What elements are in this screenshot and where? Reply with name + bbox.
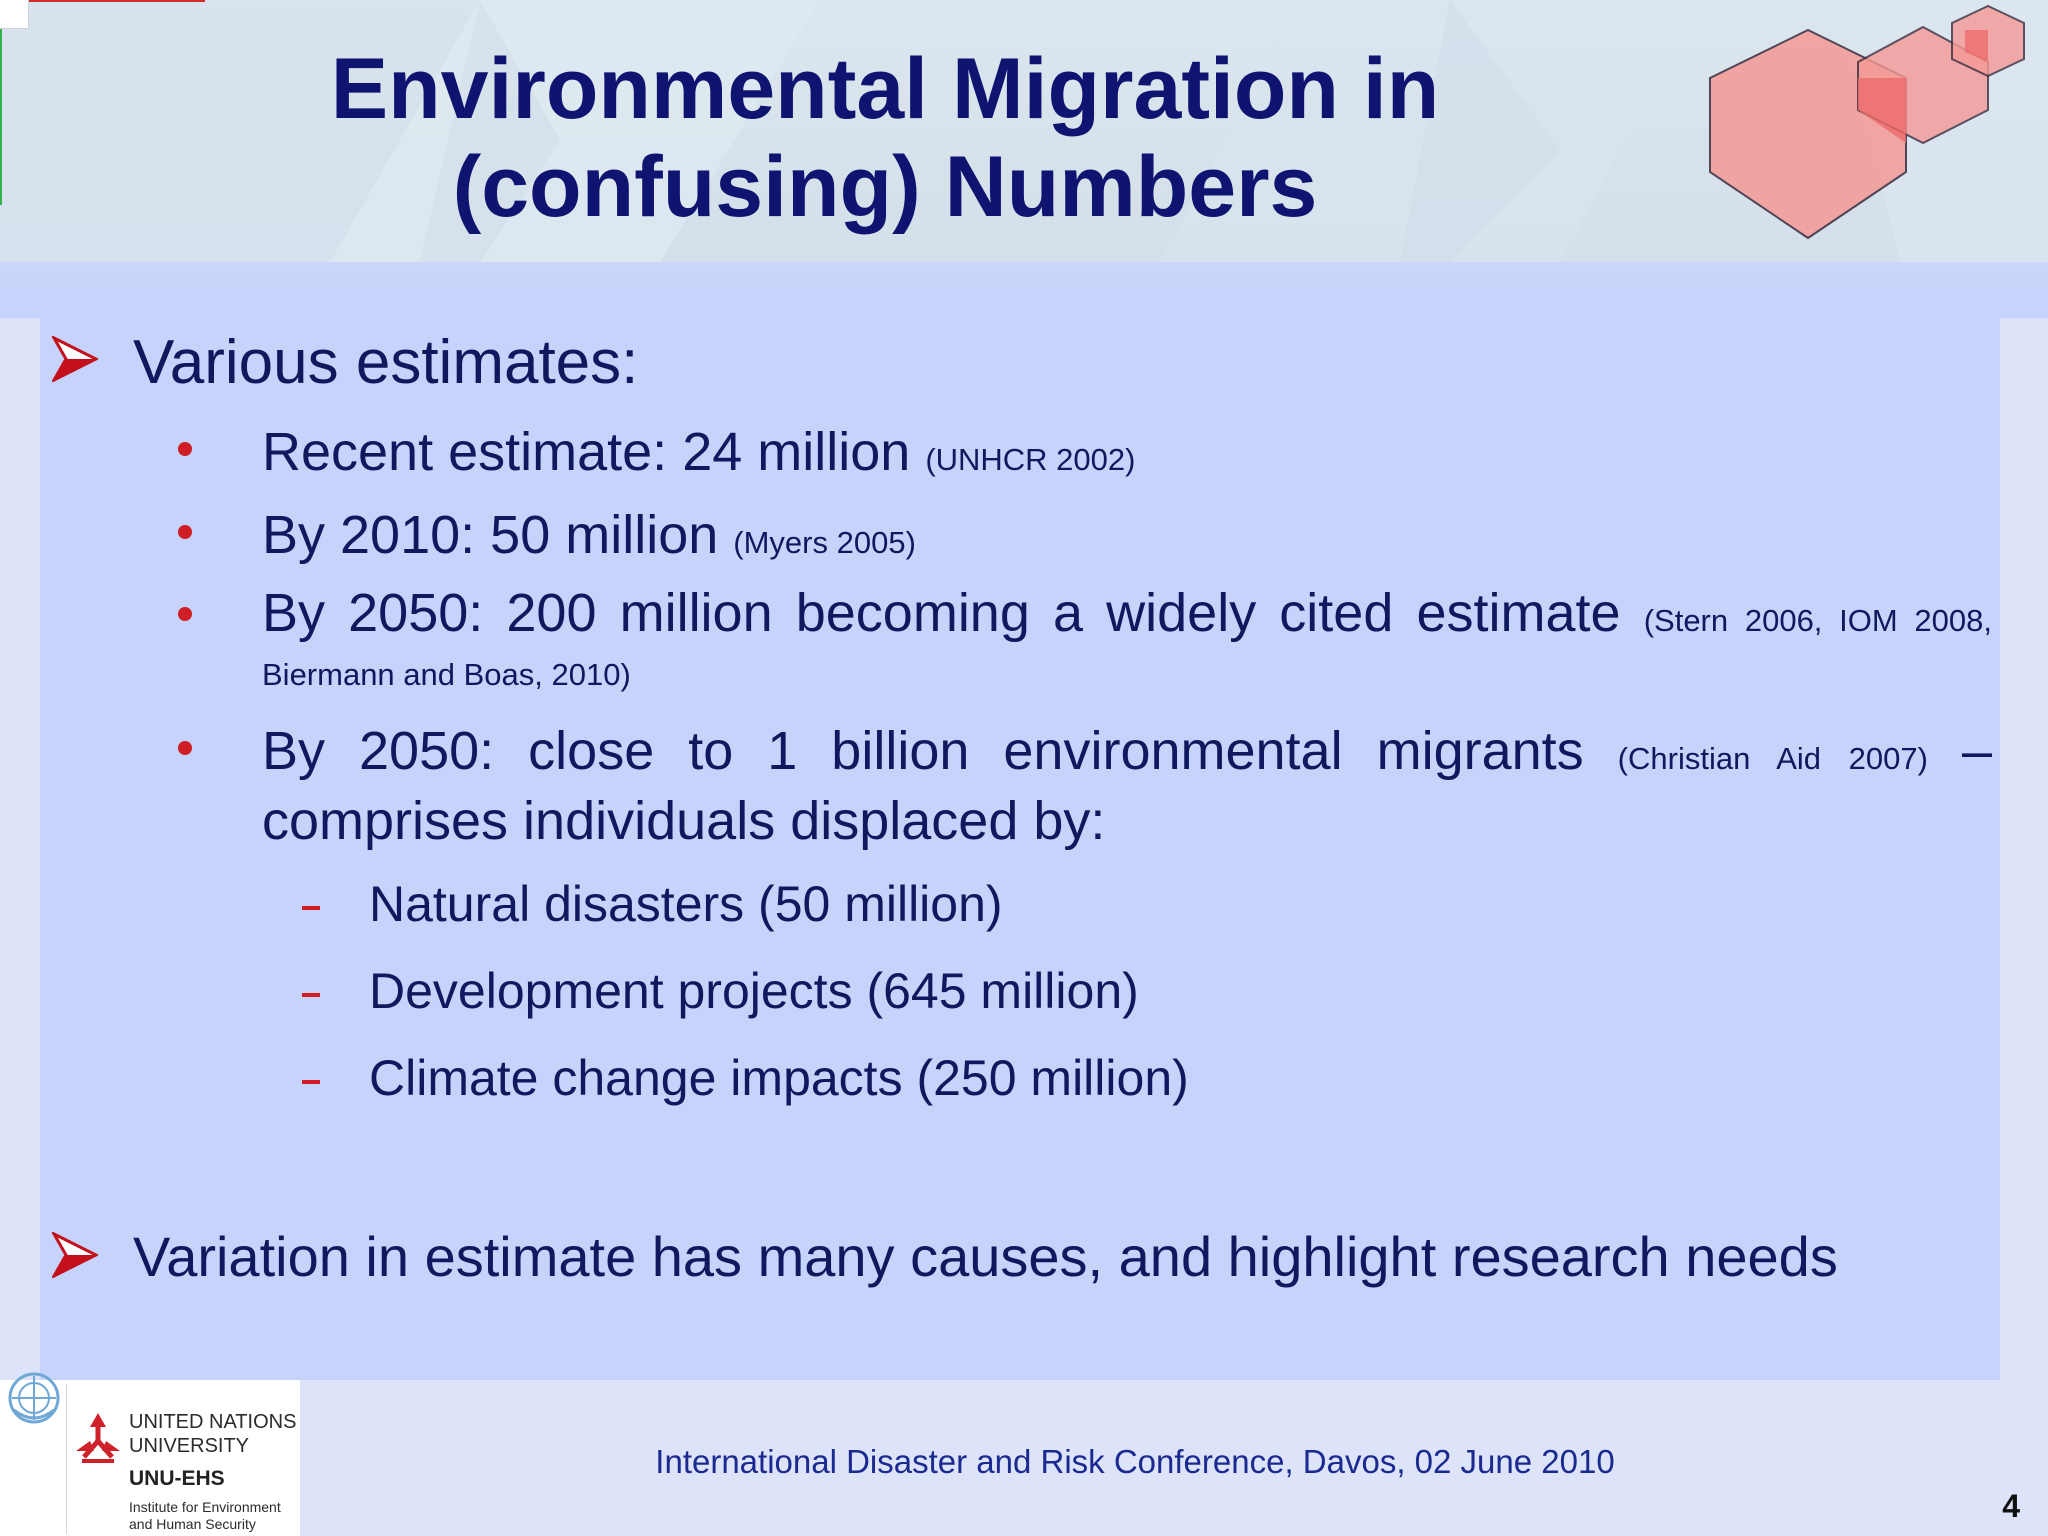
unu-name-line-1: UNITED NATIONS [129, 1411, 297, 1433]
estimate-text: Recent estimate: 24 million [262, 422, 911, 482]
estimate-citation: (UNHCR 2002) [925, 442, 1136, 477]
various-estimates-heading: Various estimates: [133, 328, 639, 397]
title-line-1: Environmental Migration in [330, 41, 1440, 137]
sub-list-item: Natural disasters (50 million) [369, 876, 1003, 932]
conference-footer: International Disaster and Risk Conference, Davos, 02 June 2010 [655, 1443, 1615, 1480]
unu-institute-line-1: Institute for Environment [129, 1499, 281, 1515]
un-emblem-icon [6, 1370, 62, 1426]
estimate-citation: (Myers 2005) [733, 525, 916, 560]
variation-statement: Variation in estimate has many causes, and highlight research needs [133, 1225, 1838, 1288]
unu-institute [129, 1499, 281, 1533]
bullet-dot-icon [178, 525, 192, 539]
sub-list-item: Climate change impacts (250 million) [369, 1050, 1189, 1106]
unu-name-line-2: UNIVERSITY [129, 1435, 250, 1457]
list-item [262, 421, 1135, 491]
arrow-bullet-icon [52, 336, 98, 382]
dash-bullet-icon [302, 1080, 320, 1084]
unu-ehs-label: UNU-EHS [129, 1467, 225, 1490]
unu-institute-line-2: and Human Security [129, 1516, 256, 1532]
title-line-2: (confusing) Numbers [452, 139, 1318, 235]
estimate-citation: (Stern 2006, IOM 2008, Biermann and Boas, 2010) [262, 603, 1992, 692]
estimate-citation: (Christian Aid 2007) [1617, 741, 1928, 776]
unu-name [129, 1410, 296, 1458]
dash-bullet-icon [302, 993, 320, 997]
list-item [262, 720, 1992, 852]
logo-divider [66, 1384, 67, 1534]
list-item [262, 504, 916, 574]
arrow-bullet-icon [52, 1232, 98, 1278]
page-number: 4 [2002, 1488, 2020, 1524]
estimate-text: By 2050: 200 million becoming a widely cited estimate [262, 583, 1621, 643]
bullet-dot-icon [178, 741, 192, 755]
sub-list-item: Development projects (645 million) [369, 963, 1139, 1019]
estimate-text: By 2050: close to 1 billion environmental migrants [262, 721, 1584, 781]
estimate-text: By 2010: 50 million [262, 505, 719, 565]
list-item [262, 583, 1992, 694]
bullet-dot-icon [178, 442, 192, 456]
unu-logo-icon [72, 1411, 124, 1467]
dash-bullet-icon [302, 906, 320, 910]
bullet-dot-icon [178, 607, 192, 621]
estimate-suffix: – comprises individuals displaced by: [262, 721, 1992, 851]
